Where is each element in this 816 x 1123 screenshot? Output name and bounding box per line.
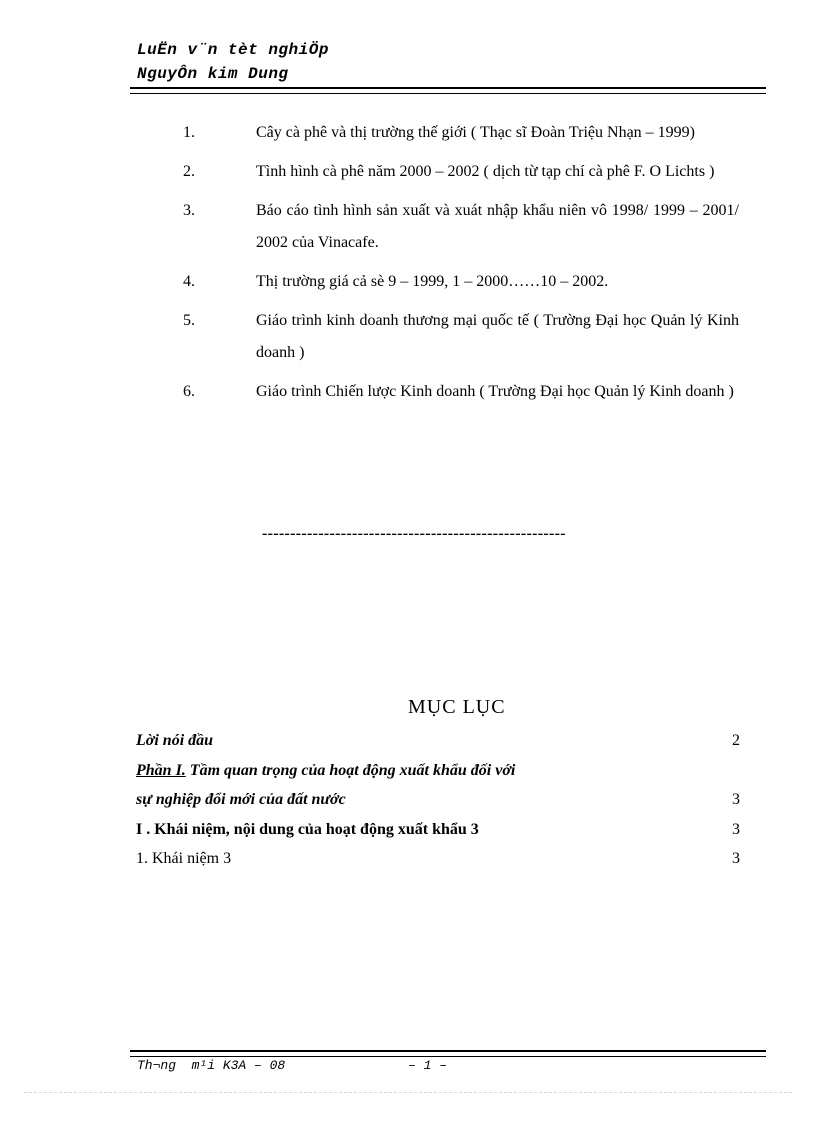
footer-rule (130, 1050, 766, 1057)
toc-entry-page: 2 (732, 732, 740, 749)
reference-item (183, 117, 739, 149)
reference-item (183, 376, 739, 408)
reference-number: 5. (183, 312, 195, 329)
reference-text: Cây cà phê và thị trường thế giới ( Thạc sĩ Đoàn Triệu Nhạn – 1999) (256, 124, 695, 141)
toc-entry (136, 756, 740, 786)
reference-text: Giáo trình kinh doanh thương mại quốc tế ( Trường Đại học Quản lý Kinh doanh ) (256, 312, 739, 361)
header-thesis-title: LuËn v¨n tèt nghiÖp (137, 41, 329, 59)
reference-text: Báo cáo tình hình sản xuất và xuát nhập khẩu niên vô 1998/ 1999 – 2001/ 2002 của Vinacafe. (256, 202, 739, 251)
toc-title: MỤC LỤC (408, 696, 506, 718)
reference-list (183, 117, 739, 415)
toc-entry-page: 3 (732, 820, 740, 838)
reference-item (183, 266, 739, 298)
toc-entry-label: 1. Khái niệm 3 (136, 850, 232, 867)
toc-entry (136, 815, 740, 845)
reference-number: 6. (183, 383, 195, 400)
toc-part-title: Tầm quan trọng của hoạt động xuất khẩu đối với (185, 761, 516, 779)
header-author: NguyÔn kim Dung (137, 65, 289, 83)
reference-text: Thị trường giá cả sè 9 – 1999, 1 – 2000……10 – 2002. (256, 273, 609, 290)
header-rule (130, 87, 766, 94)
reference-text: Tình hình cà phê năm 2000 – 2002 ( dịch từ tạp chí cà phê F. O Lichts ) (256, 163, 715, 180)
toc-entry (136, 726, 740, 756)
reference-item (183, 156, 739, 188)
toc-entry-label: sự nghiệp đổi mới của đất nước (136, 791, 346, 808)
toc-entry (136, 844, 740, 874)
footer-page-number: – 1 – (408, 1058, 448, 1073)
reference-text: Giáo trình Chiến lược Kinh doanh ( Trường Đại học Quản lý Kinh doanh ) (256, 383, 734, 400)
toc-entry (136, 785, 740, 815)
reference-item (183, 195, 739, 259)
toc-entry-page: 3 (732, 791, 740, 808)
reference-number: 1. (183, 124, 195, 141)
toc-entry-page (720, 756, 740, 786)
toc-entry-page: 3 (732, 850, 740, 867)
toc-entry-label: I . Khái niệm, nội dung của hoạt động xuất khẩu 3 (136, 820, 479, 838)
toc-entry-label (136, 756, 515, 786)
reference-number: 4. (183, 273, 195, 290)
reference-number: 2. (183, 163, 195, 180)
table-of-contents (136, 726, 740, 874)
reference-number: 3. (183, 202, 195, 219)
page-header (137, 38, 329, 86)
toc-part-label: Phần I. (136, 761, 186, 779)
page-edge-divider (24, 1092, 792, 1093)
toc-entry-label: Lời nói đầu (136, 732, 214, 749)
section-separator: ------------------------------------------------------ (262, 525, 566, 542)
footer-class-label: Th¬ng m¹i K3A – 08 (137, 1058, 286, 1073)
reference-item (183, 305, 739, 369)
